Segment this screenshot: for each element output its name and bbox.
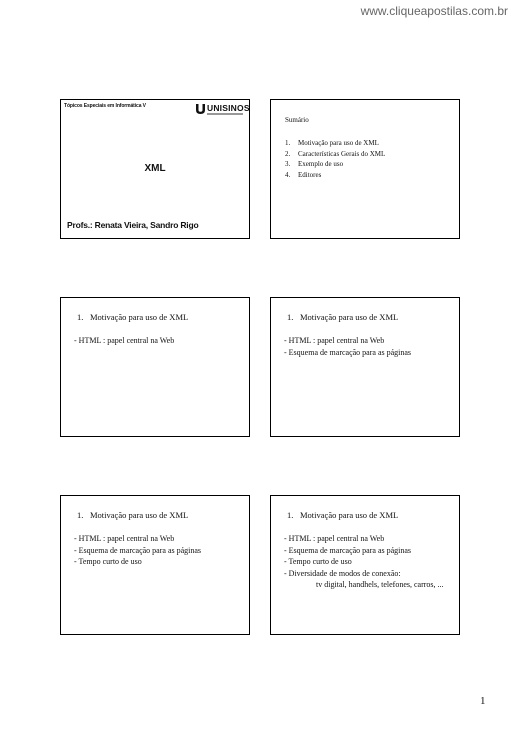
bullet-line: - HTML : papel central na Web <box>284 336 385 345</box>
cover-title: XML <box>144 163 166 174</box>
unisinos-logo <box>195 103 250 117</box>
bullet-line: - HTML : papel central na Web <box>284 534 385 543</box>
bullet-line: - Esquema de marcação para as páginas <box>284 545 412 555</box>
authors: Profs.: Renata Vieira, Sandro Rigo <box>67 220 199 230</box>
slide-summary <box>270 99 460 239</box>
bullet-line: - HTML : papel central na Web <box>74 336 175 345</box>
slide-motivation-1 <box>60 297 250 437</box>
unisinos-logo-icon <box>195 103 206 115</box>
slide-bullets <box>74 533 201 568</box>
logo-tagline-bar <box>207 113 243 115</box>
slide-bullets <box>284 335 411 358</box>
bullet-line: - Esquema de marcação para as páginas <box>284 347 412 357</box>
summary-item: 4. Editores <box>285 170 322 179</box>
slide-title: 1. Motivação para uso de XML <box>287 510 399 520</box>
slide-bullets <box>284 533 444 591</box>
slide-motivation-3 <box>60 495 250 635</box>
slide-title: 1. Motivação para uso de XML <box>77 510 189 520</box>
course-name: Tópicos Especiais em Informática V <box>64 103 146 109</box>
summary-list <box>285 138 385 180</box>
slide-title: 1. Motivação para uso de XML <box>287 312 399 322</box>
bullet-subline: tv digital, handhels, telefones, carros, ... <box>316 580 444 589</box>
summary-title: Sumário <box>285 116 309 124</box>
slide-title: 1. Motivação para uso de XML <box>77 312 189 322</box>
bullet-line: - Diversidade de modos de conexão: <box>284 568 401 578</box>
slide-motivation-2 <box>270 297 460 437</box>
bullet-line: - Esquema de marcação para as páginas <box>74 545 202 555</box>
bullet-line: - Tempo curto de uso <box>284 557 352 566</box>
summary-item: 1. Motivação para uso de XML <box>285 139 379 147</box>
logo-text: UNISINOS <box>207 103 250 113</box>
bullet-line: - HTML : papel central na Web <box>74 534 175 543</box>
bullet-line: - Tempo curto de uso <box>74 557 142 566</box>
summary-item: 3. Exemplo de uso <box>285 160 344 168</box>
slide-cover <box>60 99 250 239</box>
watermark-url: www.cliqueapostilas.com.br <box>360 4 508 18</box>
slide-bullets <box>74 335 174 347</box>
slide-motivation-4 <box>270 495 460 635</box>
summary-item: 2. Características Gerais do XML <box>285 149 386 158</box>
page-number: 1 <box>480 695 486 707</box>
